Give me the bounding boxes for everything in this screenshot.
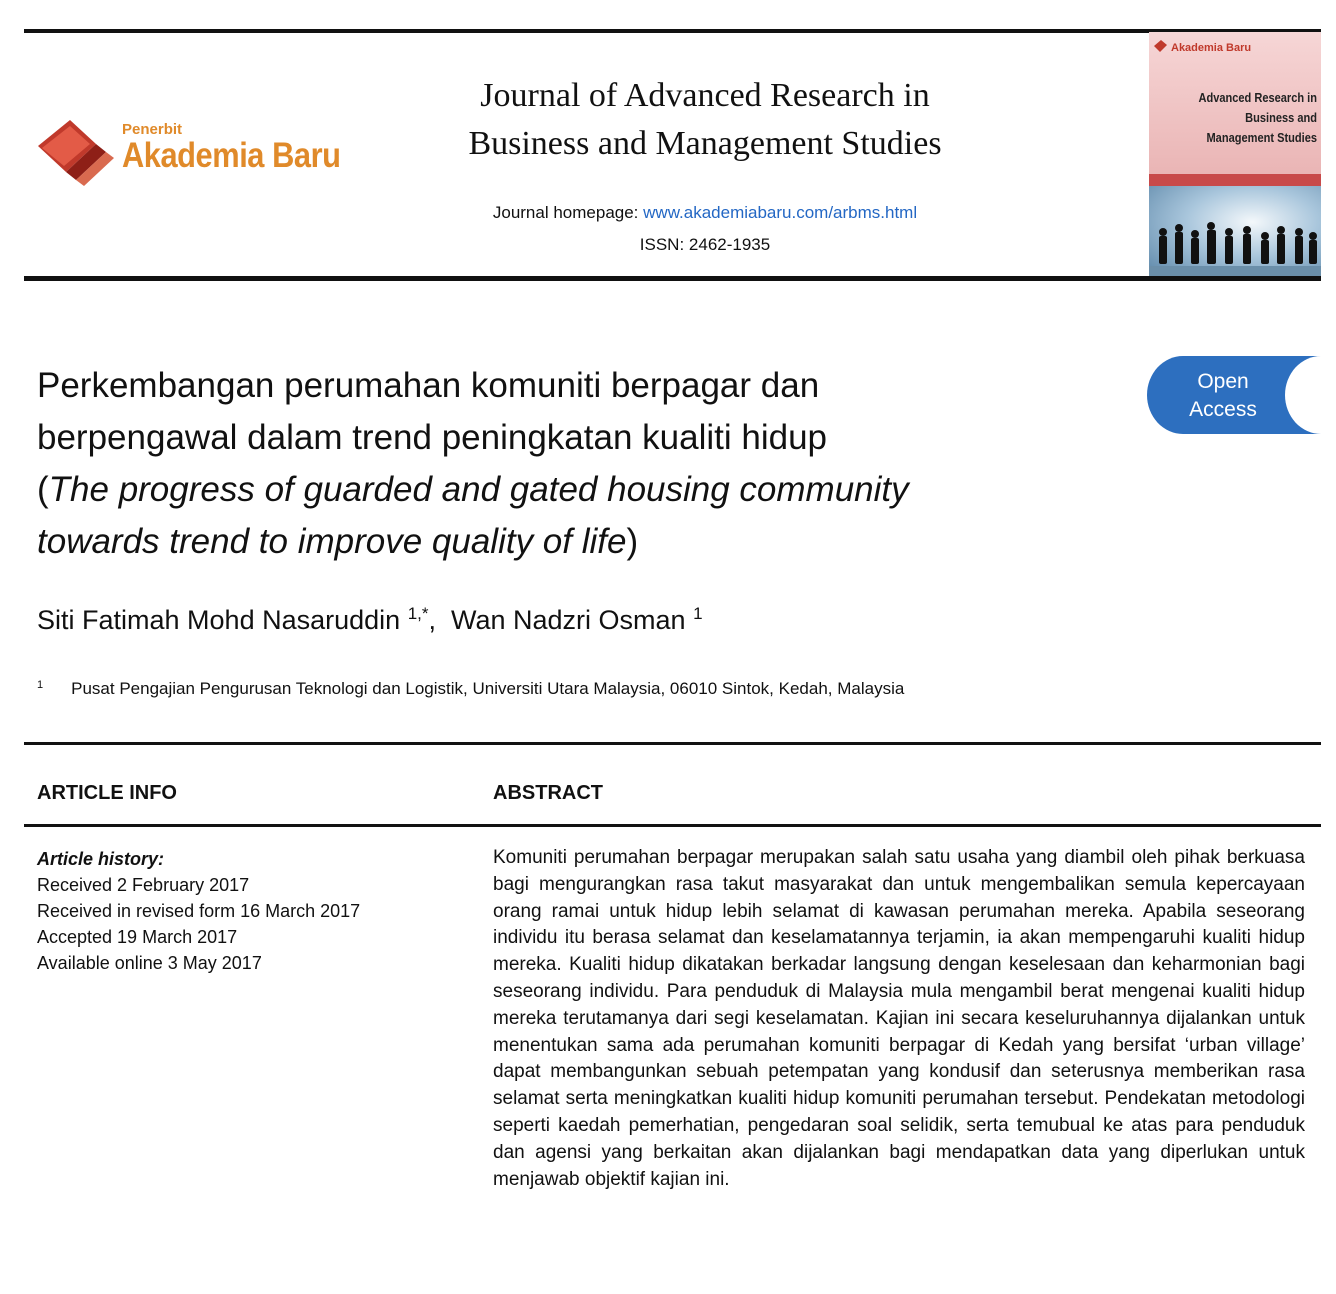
title-open-paren: ( <box>37 470 49 509</box>
title-close-paren: ) <box>626 522 639 561</box>
cover-title-line2: Business and <box>1245 110 1317 125</box>
history-revised: Received in revised form 16 March 2017 <box>37 901 361 921</box>
abstract-text: Komuniti perumahan berpagar merupakan salah satu usaha yang diambil oleh pihak berkuasa bagi mengurangkan rasa takut masyarakat dan untuk mengembalikan semula kepercayaan orang ramai untuk hidup lebih selamat di kawasan perumahan mereka. Apabila seseorang individu itu berasa selamat dan keselamatannya terjamin, ia akan mempengaruhi kualiti hidup mereka. Kualiti hidup dikatakan berkadar langsung dengan keselesaan dan keharmonian bagi seseorang individu. Para penduduk di Malaysia mula mengambil berat mengenai kualiti hidup mereka terutamanya dari segi keselamatan. Kajian ini secara keseluruhannya dijalankan untuk menentukan sama ada perumahan komuniti berpagar di Kedah yang bersifat ‘urban village’ dapat membangunkan sebuah petempatan yang kondusif dan seterusnya memberikan rasa selamat serta meningkatkan kualiti hidup komuniti perumahan tersebut. Pendekatan metodologi seperti kaedah pemerhatian, pengedaran soal selidik, serta temubual ke atas para penduduk dan agensi yang berkaitan akan dijalankan bagi mendapatkan data yang diperlukan untuk menjawab objektif kajian ini. <box>493 847 1305 1190</box>
affiliation-number: 1 <box>37 679 44 691</box>
history-accepted: Accepted 19 March 2017 <box>37 927 238 947</box>
open-access-line2: Access <box>1189 398 1257 421</box>
history-online: Available online 3 May 2017 <box>37 953 262 973</box>
author-2: Wan Nadzri Osman <box>451 605 686 635</box>
open-access-line1: Open <box>1197 370 1249 393</box>
article-title <box>37 360 1117 568</box>
author-2-affiliation: 1 <box>693 604 703 623</box>
issn: ISSN: 2462-1935 <box>639 235 771 254</box>
header-top-rule <box>24 29 1321 33</box>
title-english-part1: The progress of guarded and gated housing community <box>48 470 909 509</box>
journal-title-line1: Journal of Advanced Research in <box>480 77 930 114</box>
article-history <box>37 846 360 976</box>
journal-title-line2: Business and Management Studies <box>468 125 942 162</box>
title-line3 <box>37 464 1117 516</box>
affiliation <box>37 679 904 699</box>
people-silhouettes-icon <box>1149 186 1321 276</box>
author-separator: , <box>428 605 436 635</box>
authors <box>37 604 703 636</box>
cover-image <box>1149 186 1321 276</box>
section-top-rule <box>24 742 1321 745</box>
author-1-affiliation: 1,* <box>407 604 429 623</box>
cover-band <box>1149 174 1321 186</box>
cover-title-line3: Management Studies <box>1206 130 1317 145</box>
logo-publisher-label: Penerbit <box>122 121 183 138</box>
title-line4 <box>37 516 1117 568</box>
title-line2: berpengawal dalam trend peningkatan kualiti hidup <box>37 418 827 457</box>
title-line1: Perkembangan perumahan komuniti berpagar dan <box>37 366 820 405</box>
book-logo-icon <box>36 118 120 190</box>
abstract-heading: ABSTRACT <box>493 782 603 804</box>
title-english-part2: towards trend to improve quality of life <box>37 522 627 561</box>
publisher-logo <box>36 118 346 190</box>
journal-homepage <box>400 203 1010 223</box>
open-access-label <box>1160 368 1286 424</box>
homepage-link[interactable]: www.akademiabaru.com/arbms.html <box>643 203 918 222</box>
homepage-label: Journal homepage: <box>492 203 639 222</box>
cover-title <box>1198 88 1317 148</box>
history-received: Received 2 February 2017 <box>37 875 250 895</box>
cover-publisher: Akademia Baru <box>1171 42 1252 54</box>
cover-title-line1: Advanced Research in <box>1198 90 1317 105</box>
journal-title <box>400 72 1010 168</box>
article-history-heading: Article history: <box>37 849 165 869</box>
section-heading-rule <box>24 824 1321 827</box>
author-1: Siti Fatimah Mohd Nasaruddin <box>37 605 401 635</box>
header-bottom-rule <box>24 276 1321 281</box>
cover-logo-icon <box>1154 40 1170 54</box>
article-info-heading: ARTICLE INFO <box>37 782 177 804</box>
logo-publisher-name: Akademia Baru <box>122 136 341 175</box>
journal-cover <box>1149 32 1321 276</box>
affiliation-text: Pusat Pengajian Pengurusan Teknologi dan Logistik, Universiti Utara Malaysia, 06010 Sintok, Kedah, Malaysia <box>71 679 905 698</box>
